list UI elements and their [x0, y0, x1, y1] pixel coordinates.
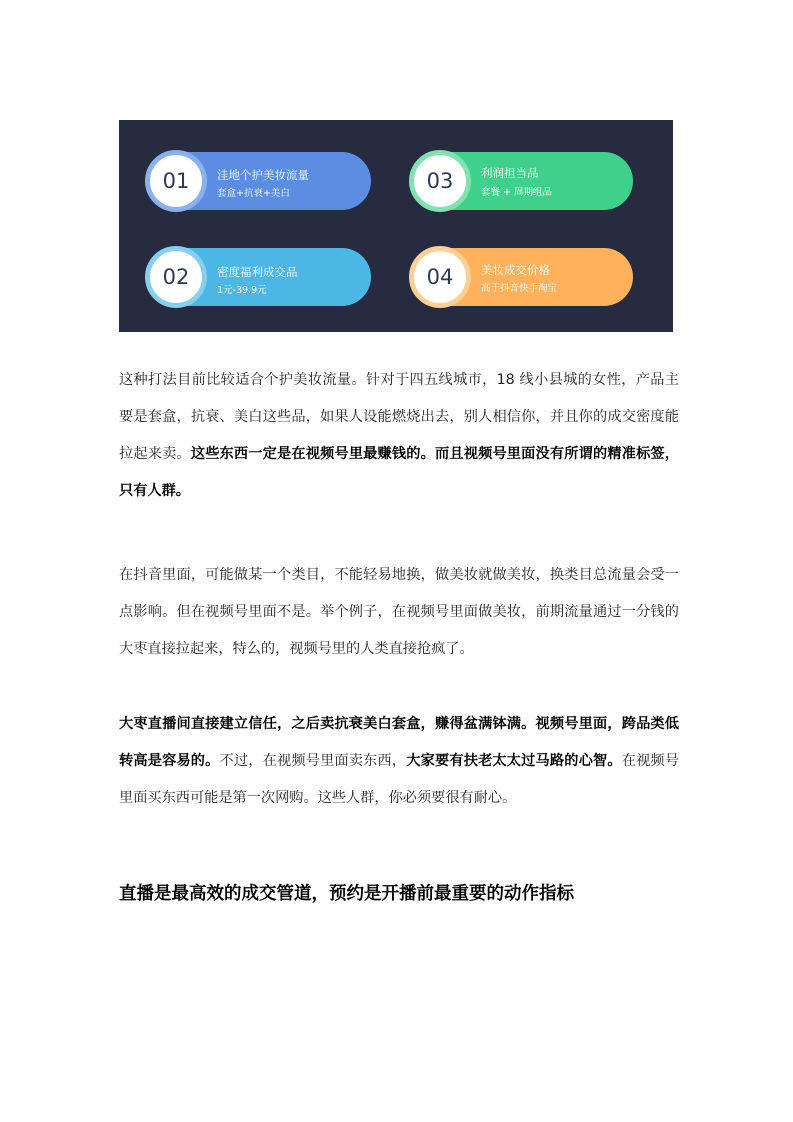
- paragraph-text: 这种打法目前比较适合个护美妆流量。针对于四五线城市，18 线小县城的女性，产品主要是套盒，抗衰、美白这些品，如果人设能燃烧出去，别人相信你，并且你的成交密度能拉起来卖。: [119, 372, 679, 462]
- banner-number: 04: [426, 265, 454, 289]
- banner-pill-title: 密度福利成交品: [217, 265, 298, 279]
- paragraph-bold-text: 大枣直播间直接建立信任，之后卖抗衰美白套盒，赚得盆满钵满。视频号里面，跨品类低转高是容易的。: [119, 716, 679, 769]
- banner-number: 02: [162, 265, 190, 289]
- banner-pill-title: 美妆成交价格: [481, 263, 550, 277]
- banner-number: 01: [162, 169, 190, 193]
- banner-pill-subtitle: 套盒+抗衰+美白: [217, 188, 290, 199]
- banner-number-circle: [145, 150, 207, 212]
- paragraph-text: 在抖音里面，可能做某一个类目，不能轻易地换，做美妆就做美妆，换类目总流量会受一点影响。但在视频号里面不是。举个例子，在视频号里面做美妆，前期流量通过一分钱的大枣直接拉起来，特么的，视频号里的人类直接抢疯了。: [119, 567, 679, 657]
- banner-number: 03: [426, 169, 454, 193]
- paragraph-2: [119, 557, 679, 668]
- paragraph-text: 不过，在视频号里面卖东西，: [219, 753, 407, 769]
- banner-pill-subtitle: 高于抖音快手淘宝: [481, 283, 558, 294]
- paragraph-bold-text: 大家要有扶老太太过马路的心智。: [406, 753, 622, 769]
- section-heading: 直播是最高效的成交管道，预约是开播前最重要的动作指标: [119, 884, 574, 904]
- paragraph-1: [119, 362, 679, 510]
- banner-number-circle: [409, 246, 471, 308]
- banner-pill-subtitle: 套餐 + 周期组品: [481, 187, 552, 198]
- paragraph-text: 在视频号里面买东西可能是第一次网购。这些人群，你必须要很有耐心。: [119, 753, 679, 806]
- banner-number-circle: [145, 246, 207, 308]
- paragraph-bold-text: 这些东西一定是在视频号里最赚钱的。而且视频号里面没有所谓的精准标签，只有人群。: [119, 446, 679, 499]
- banner-pill-title: 利润担当品: [481, 166, 539, 180]
- banner-pill-title: 洼地个护美妆流量: [217, 168, 309, 182]
- banner-pill-subtitle: 1元-39.9元: [217, 285, 267, 296]
- paragraph-3: [119, 706, 679, 817]
- banner-number-circle: [409, 150, 471, 212]
- infographic-banner: [119, 120, 673, 332]
